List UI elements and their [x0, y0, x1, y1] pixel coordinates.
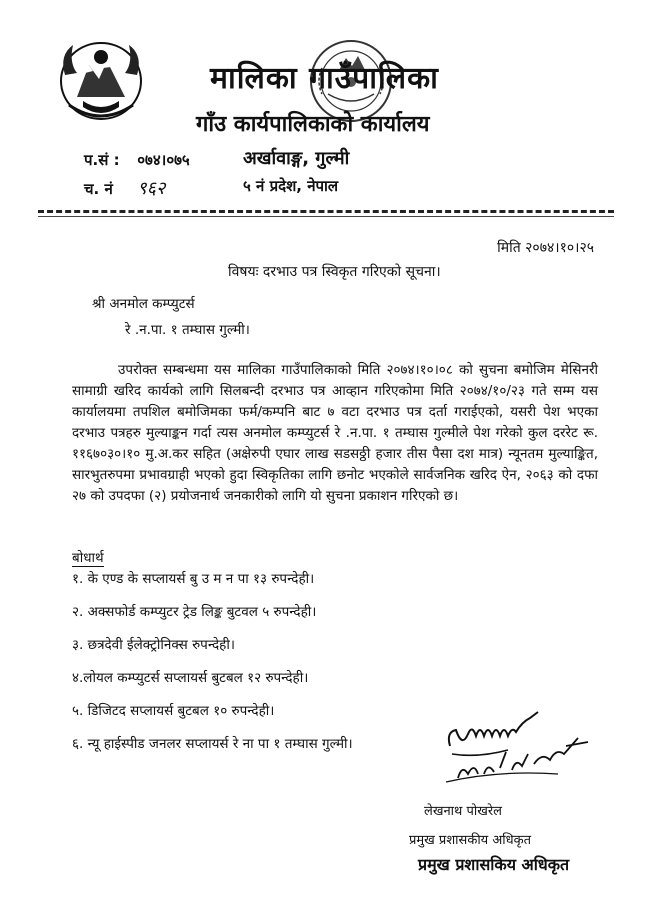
dispatch-number-row — [84, 176, 165, 200]
copy-to-list — [72, 568, 353, 766]
office-province: ५ नं प्रदेश, नेपाल — [243, 177, 339, 195]
list-item: २. अक्सफोर्ड कम्प्युटर ट्रेड लिङ्क बुटवल ५ रुपन्देही। — [72, 604, 317, 620]
list-item: ३. छत्रदेवी ईलेक्ट्रोनिक्स रुपन्देही। — [72, 637, 235, 653]
recipient-address: रे .न.पा. १ तम्घास गुल्मी। — [125, 322, 250, 338]
letter-date: मिति २०७४।१०।२५ — [497, 240, 594, 256]
signer-name: लेखनाथ पोखरेल — [424, 804, 502, 819]
designation-stamp: प्रमुख प्रशासकिय अधिकृत — [418, 855, 570, 874]
office-location: अर्खावाङ्ग, गुल्मी — [243, 148, 350, 169]
letter-subject: विषयः दरभाउ पत्र स्विकृत गरिएको सूचना। — [228, 264, 441, 280]
list-item: ६. न्यू हाईस्पीड जनलर सप्लायर्स रे ना पा १ तम्घास गुल्मी। — [72, 736, 353, 752]
dispatch-number-label: च. नं — [84, 180, 113, 198]
list-item: १. के एण्ड के सप्लायर्स बु उ म न पा १३ रुपन्देही। — [72, 571, 315, 587]
letter-body: उपरोक्त सम्बन्धमा यस मालिका गाउँपालिकाको मिति २०७४।१०।०८ को सुचना बमोजिम मेसिनरी सामाग्री खरिद कार्यको लागि सिलबन्दी दरभाउ पत्र आव्हान गरिएकोमा मिति २०७४/१०/२३ गते सम्म यस कार्यालयमा तपशिल बमोजिमका फर्म/कम्पनि बाट ७ वटा दरभाउ पत्र दर्ता गराईएको, यसरी पेश भएका दरभाउ पत्रहरु मुल्याङ्कन गर्दा त्यस अनमोल कम्प्युटर्स रे .न.पा. १ तम्घास गुल्मीले पेश गरेको कुल दररेट रू. ११६७०३०।१० मु.अ.कर सहित (अक्षेरुपी एघार लाख सडसठ्ठी हजार तीस पैसा दश मात्र) न्यूनतम मुल्याङ्कित, सारभुतरुपमा प्रभावग्राही भएको हुदा स्विकृतिका लागि छनोट भएकोले सार्वजनिक खरिद ऐन, २०६३ को दफा २७ को उपदफा (२) प्रयोजनार्थ जनकारीको लागि यो सुचना प्रकाशन गरिएको छ। — [72, 362, 598, 504]
signer-designation: प्रमुख प्रशासकीय अधिकृत — [409, 833, 532, 848]
recipient-name: श्री अनमोल कम्प्युटर्स — [92, 296, 195, 312]
list-item: ५. डिजिटद सप्लायर्स बुटबल १० रुपन्देही। — [72, 703, 275, 719]
header-divider-line — [38, 216, 614, 217]
coat-of-arms-emblem — [55, 35, 147, 125]
header-divider — [38, 210, 614, 213]
letter-number-value: ०७४।०७५ — [137, 151, 190, 169]
office-title: मालिका गाउँपालिका — [210, 61, 439, 96]
office-subtitle: गाँउ कार्यपालिकाको कार्यालय — [196, 112, 430, 137]
copy-to-heading: बोधार्थ — [72, 550, 104, 566]
handwritten-signature — [438, 708, 608, 788]
dispatch-number-value: ९६२ — [137, 178, 166, 199]
list-item: ४.लोयल कम्प्युटर्स सप्लायर्स बुटबल १२ रुपन्देही। — [72, 670, 309, 686]
letter-number-row — [84, 150, 190, 170]
letter-number-label: प.सं : — [84, 151, 120, 169]
